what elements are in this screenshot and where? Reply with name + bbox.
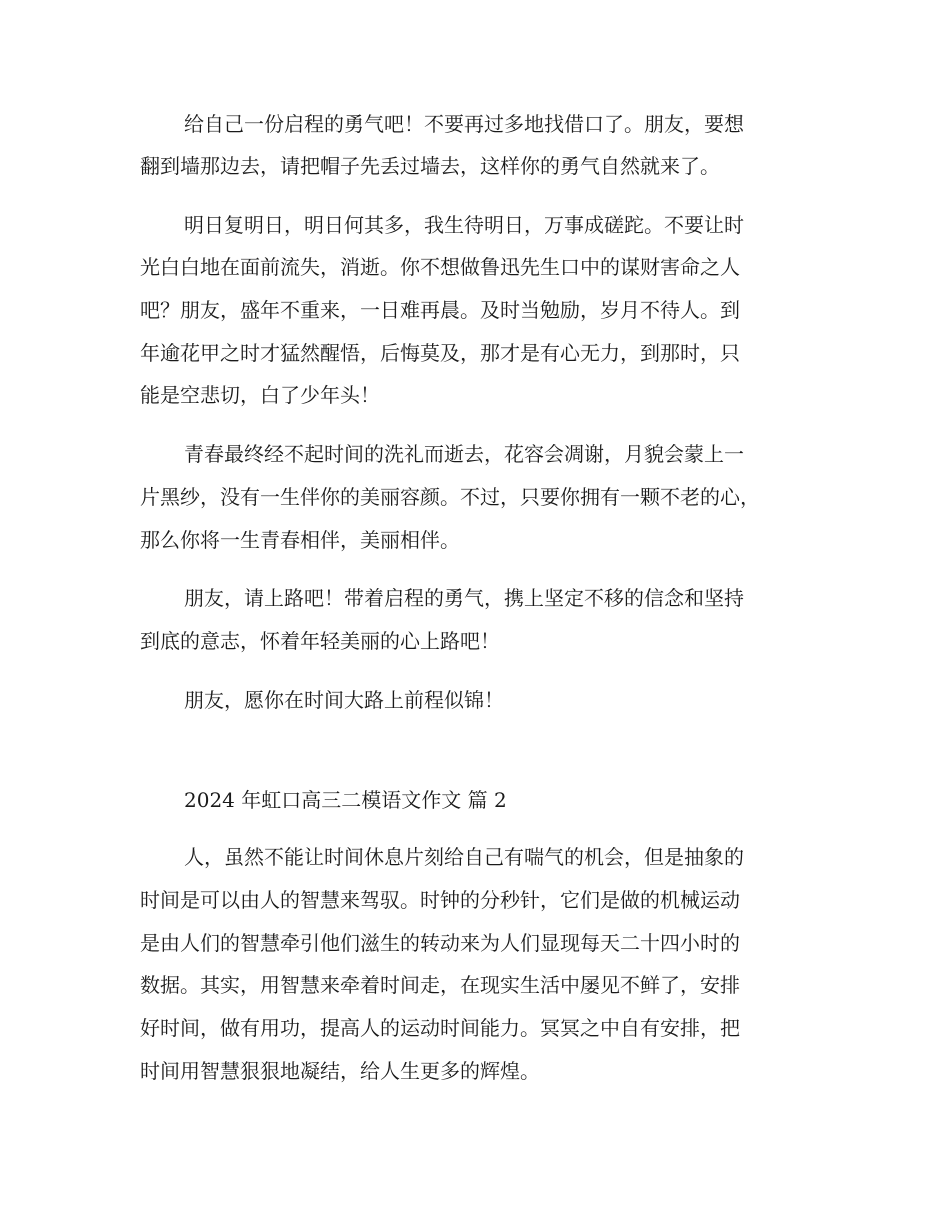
paragraph-line: 时间用智慧狠狠地凝结，给人生更多的辉煌。 [140, 1059, 540, 1083]
paragraph-line: 朋友，愿你在时间大路上前程似锦！ [184, 688, 504, 712]
paragraph-line: 数据。其实，用智慧来牵着时间走，在现实生活中屡见不鲜了，安排 [140, 973, 740, 997]
paragraph-line: 给自己一份启程的勇气吧！不要再过多地找借口了。朋友，要想 [184, 112, 744, 136]
paragraph-line: 明日复明日，明日何其多，我生待明日，万事成磋跎。不要让时 [184, 213, 744, 237]
paragraph-line: 人，虽然不能让时间休息片刻给自己有喘气的机会，但是抽象的 [184, 845, 744, 869]
section-heading: 2024 年虹口高三二模语文作文 篇 2 [184, 788, 507, 812]
paragraph-line: 光白白地在面前流失，消逝。你不想做鲁迅先生口中的谋财害命之人 [140, 255, 740, 279]
paragraph-line: 好时间，做有用功，提高人的运动时间能力。冥冥之中自有安排，把 [140, 1016, 740, 1040]
paragraph-line: 青春最终经不起时间的洗礼而逝去，花容会凋谢，月貌会蒙上一 [184, 442, 744, 466]
paragraph-line: 朋友，请上路吧！带着启程的勇气，携上坚定不移的信念和坚持 [184, 586, 744, 610]
paragraph-line: 是由人们的智慧牵引他们滋生的转动来为人们显现每天二十四小时的 [140, 931, 740, 955]
paragraph-line: 年逾花甲之时才猛然醒悟，后悔莫及，那才是有心无力，到那时，只 [140, 341, 740, 365]
paragraph-line: 时间是可以由人的智慧来驾驭。时钟的分秒针，它们是做的机械运动 [140, 888, 740, 912]
paragraph-line: 翻到墙那边去，请把帽子先丢过墙去，这样你的勇气自然就来了。 [140, 154, 720, 178]
paragraph-line: 片黑纱，没有一生伴你的美丽容颜。不过，只要你拥有一颗不老的心， [140, 485, 760, 509]
paragraph-line: 那么你将一生青春相伴，美丽相伴。 [140, 528, 460, 552]
paragraph-line: 到底的意志，怀着年轻美丽的心上路吧！ [140, 629, 500, 653]
paragraph-line: 能是空悲切，白了少年头！ [140, 383, 380, 407]
paragraph-line: 吧？朋友，盛年不重来，一日难再晨。及时当勉励，岁月不待人。到 [140, 298, 740, 322]
